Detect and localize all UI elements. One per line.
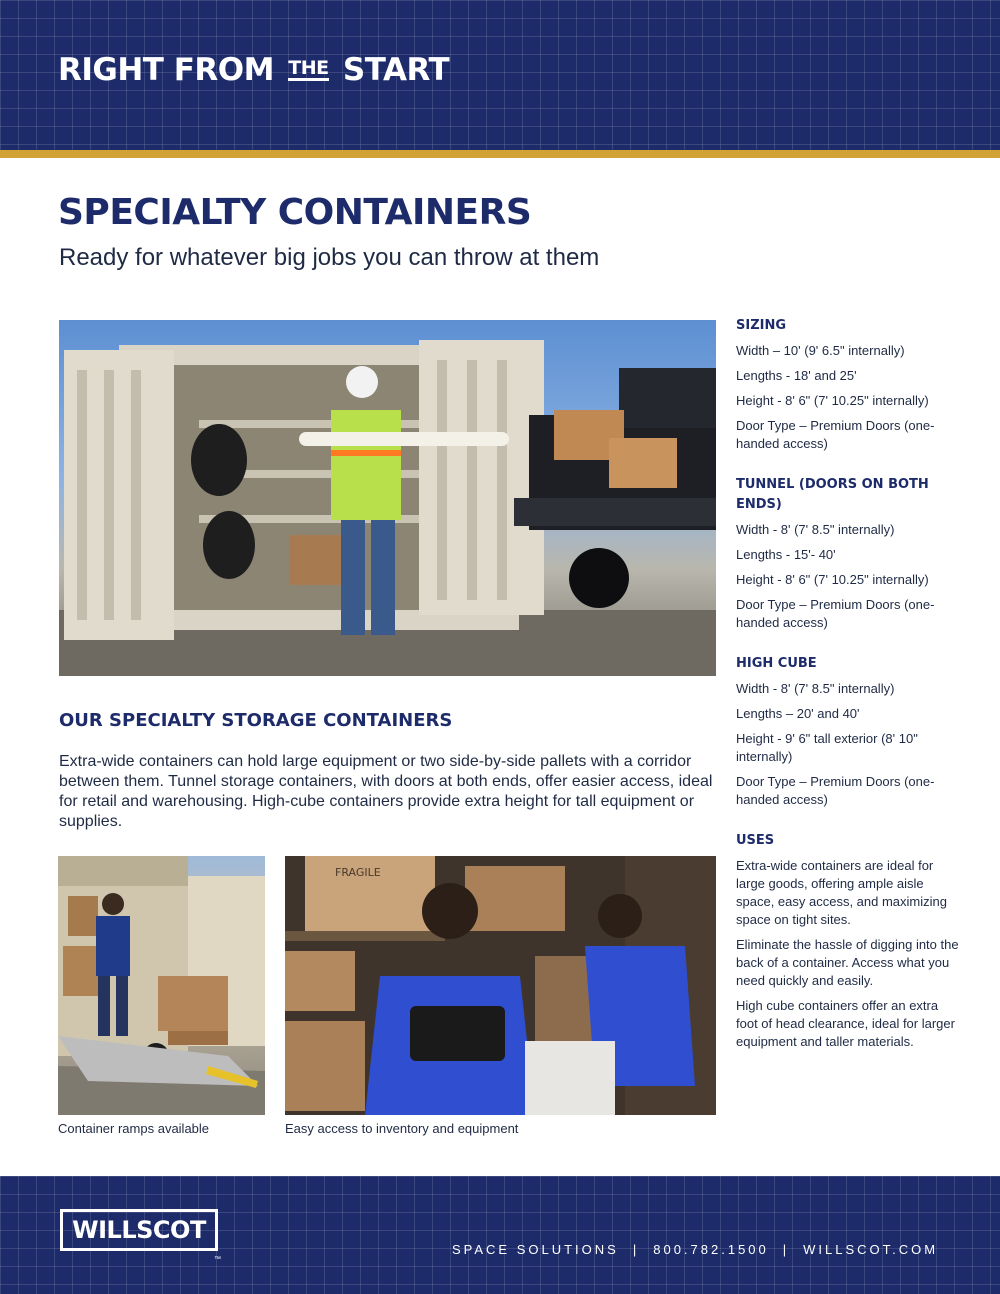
sizing-lengths: Lengths - 18' and 25' [736, 368, 857, 383]
high-cube-height: Height - 9' 6" tall exterior (8' 10" internally) [736, 731, 918, 764]
ramp-photo-illustration [58, 856, 265, 1115]
sizing-block [736, 316, 961, 453]
spec-sidebar [736, 316, 961, 1073]
page-title: SPECIALTY CONTAINERS [58, 192, 532, 233]
uses-block [736, 831, 961, 1051]
tunnel-lengths: Lengths - 15'- 40' [736, 547, 836, 562]
page-subtitle: Ready for whatever big jobs you can throw at them [59, 244, 600, 271]
willscot-logo: WILLSCOT [60, 1209, 218, 1251]
sizing-height: Height - 8' 6" (7' 10.25" internally) [736, 393, 929, 408]
caption-ramps: Container ramps available [58, 1121, 210, 1136]
tunnel-heading: TUNNEL (DOORS ON BOTH ENDS) [736, 477, 929, 512]
caption-access: Easy access to inventory and equipment [285, 1121, 519, 1136]
footer-contact-line [452, 1242, 938, 1257]
section-heading: OUR SPECIALTY STORAGE CONTAINERS [59, 710, 453, 731]
tunnel-block [736, 475, 961, 632]
hero-photo [59, 320, 716, 676]
high-cube-width: Width - 8' (7' 8.5" internally) [736, 681, 895, 696]
high-cube-heading: HIGH CUBE [736, 656, 817, 671]
uses-item-tunnel: Eliminate the hassle of digging into the back of a container. Access what you need quickly and easily. [736, 937, 959, 988]
section-body: Extra-wide containers can hold large equipment or two side-by-side pallets with a corridor between them. Tunnel storage containers, with doors at both ends, offer easier access, ideal for retail and warehousing. High-cube containers provide extra height for tall equipment or supplies. [59, 753, 713, 830]
high-cube-block [736, 654, 961, 809]
header-accent-line [0, 150, 1000, 158]
header-title [58, 52, 449, 88]
uses-item-extra-wide: Extra-wide containers are ideal for large goods, offering ample aisle space, easy access, and maximizing space on tight sites. [736, 858, 947, 927]
tunnel-width: Width - 8' (7' 8.5" internally) [736, 522, 895, 537]
fragile-label: FRAGILE [335, 866, 381, 879]
inventory-photo [285, 856, 716, 1115]
inventory-photo-illustration [285, 856, 716, 1115]
ramp-photo [58, 856, 265, 1115]
footer-tagline: SPACE SOLUTIONS [452, 1242, 619, 1257]
header-title-the: THE [288, 57, 329, 79]
footer-separator-2: | [782, 1242, 790, 1257]
tunnel-door-type: Door Type – Premium Doors (one-handed access) [736, 597, 935, 630]
sizing-door-type: Door Type – Premium Doors (one-handed access) [736, 418, 935, 451]
footer-phone[interactable]: 800.782.1500 [653, 1242, 769, 1257]
hero-photo-illustration [59, 320, 716, 676]
uses-heading: USES [736, 833, 775, 848]
header-title-part2: START [342, 52, 450, 88]
high-cube-lengths: Lengths – 20' and 40' [736, 706, 860, 721]
trademark-symbol: ™ [214, 1256, 221, 1263]
high-cube-door-type: Door Type – Premium Doors (one-handed access) [736, 774, 935, 807]
tunnel-height: Height - 8' 6" (7' 10.25" internally) [736, 572, 929, 587]
sizing-width: Width – 10' (9' 6.5" internally) [736, 343, 905, 358]
header-title-part1: RIGHT FROM [58, 52, 274, 88]
footer-website-link[interactable]: WILLSCOT.COM [803, 1242, 939, 1257]
sizing-heading: SIZING [736, 318, 787, 333]
uses-item-high-cube: High cube containers offer an extra foot of head clearance, ideal for larger equipment and taller materials. [736, 998, 955, 1049]
footer-separator-1: | [632, 1242, 640, 1257]
